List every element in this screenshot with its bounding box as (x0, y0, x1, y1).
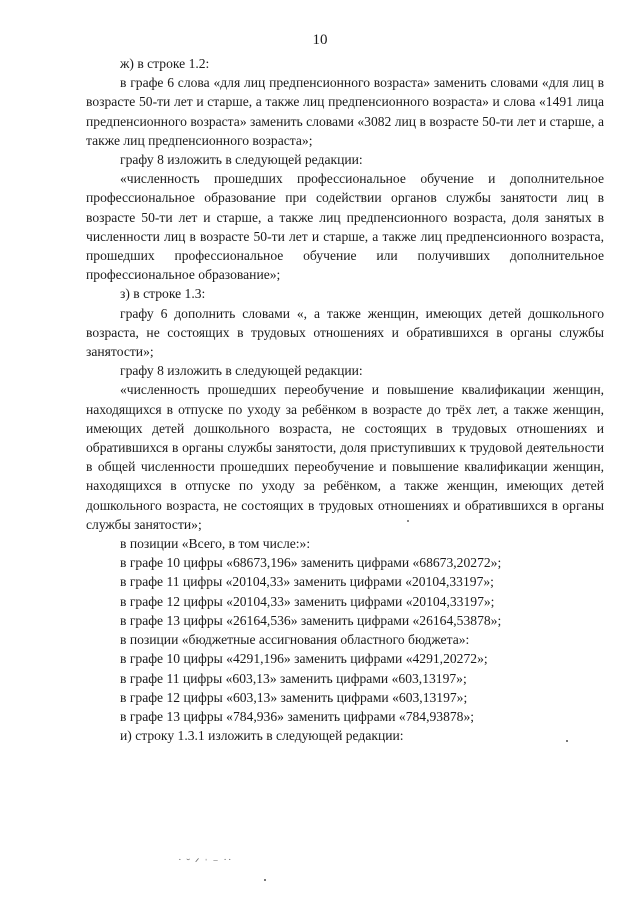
paragraph-column6-add: графу 6 дополнить словами «, а также женщин, имеющих детей дошкольного возраста, не состоящих в трудовых отношениях и обратившихся в органы службы занятости»; (86, 305, 604, 360)
list-item: в графе 10 цифры «68673,196» заменить цифрами «68673,20272»; (120, 555, 502, 571)
paragraph-column8-text: «численность прошедших профессиональное обучение и дополнительное профессиональное образование при содействии органов службы занятости лиц в возрасте 50-ти лет и старше, а также лиц предпенсионного возраста, доля занятых в численности лиц в возрасте 50-ти лет и старше, а также лиц предпенсионного возраста, прошедших профессиональное обучение или получивших дополнительное профессиональное образование»; (86, 171, 604, 283)
scan-speck (566, 740, 568, 742)
document-body (86, 54, 604, 745)
list-item: в графе 11 цифры «603,13» заменить цифрами «603,13197»; (120, 670, 467, 686)
list-item: в графе 12 цифры «603,13» заменить цифрами «603,13197»; (120, 689, 468, 705)
list-item: в графе 13 цифры «26164,536» заменить цифрами «26164,53878»; (120, 612, 502, 628)
paragraph-column8-text-2: «численность прошедших переобучение и повышение квалификации женщин, находящихся в отпуске по уходу за ребёнком в возрасте до трёх лет, а также женщин, имеющих детей дошкольного возраста, не состоящих в трудовых отношениях и обратившихся в органы службы занятости, доля приступивших к трудовой деятельности в общей численности прошедших переобучение и повышение квалификации женщин, находящихся в отпуске по уходу за ребёнком, а также женщин, имеющих детей дошкольного возраста, не состоящих в трудовых отношениях и обратившихся в органы службы занятости»; (86, 382, 604, 532)
paragraph-position-budget: в позиции «бюджетные ассигнования областного бюджета»: (120, 632, 470, 648)
list-item: в графе 13 цифры «784,936» заменить цифрами «784,93878»; (120, 708, 475, 724)
list-item: в графе 11 цифры «20104,33» заменить цифрами «20104,33197»; (120, 574, 494, 590)
paragraph-position-total: в позиции «Всего, в том числе:»: (120, 536, 311, 552)
paragraph-column8-intro-2: графу 8 изложить в следующей редакции: (120, 363, 363, 379)
scan-smudge-mark: ˙ ˘ ᐟ ˈ ⁻ ˙˙ (178, 857, 233, 869)
paragraph-item-z: з) в строке 1.3: (120, 286, 206, 302)
paragraph-item-zh: ж) в строке 1.2: (120, 56, 210, 71)
scan-speck (264, 879, 266, 881)
list-item: в графе 10 цифры «4291,196» заменить цифрами «4291,20272»; (120, 651, 488, 667)
paragraph-item-i: и) строку 1.3.1 изложить в следующей редакции: (120, 728, 404, 744)
paragraph-column6-replace: в графе 6 слова «для лиц предпенсионного возраста» заменить словами «для лиц в возрасте 50-ти лет и старше, а также лиц предпенсионного возраста» и слова «1491 лица предпенсионного возраста» заменить словами «3082 лиц в возрасте 50-ти лет и старше, а также лиц предпенсионного возраста»; (86, 75, 604, 148)
page-number: 10 (312, 32, 328, 48)
scan-speck (407, 520, 409, 522)
paragraph-column8-intro: графу 8 изложить в следующей редакции: (120, 152, 363, 168)
list-item: в графе 12 цифры «20104,33» заменить цифрами «20104,33197»; (120, 593, 495, 609)
